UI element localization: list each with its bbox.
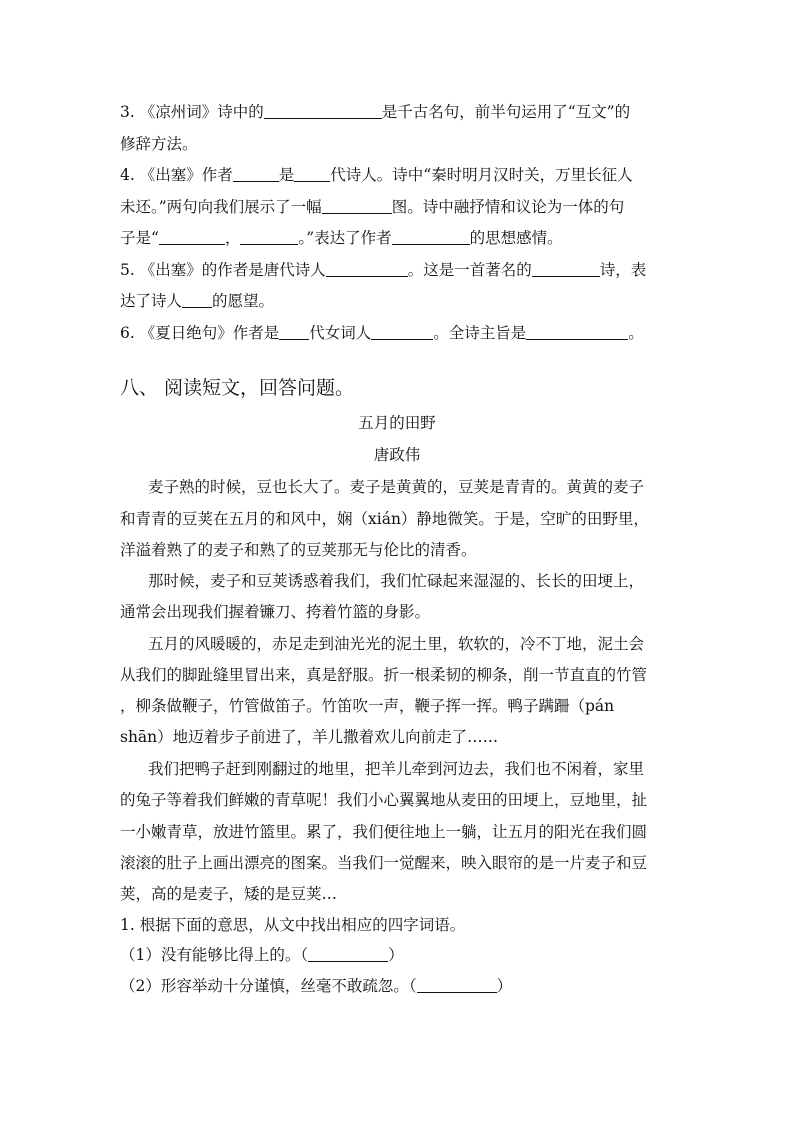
question-6-text: 。全诗主旨是 (433, 324, 527, 342)
question-3-text: 是千古名句，前半句运用了“互文”的 (381, 103, 631, 121)
answer-blank[interactable] (159, 229, 225, 245)
passage-line: 通常会出现我们握着镰刀、挎着竹篮的身影。 (120, 603, 431, 621)
answer-blank[interactable] (279, 324, 309, 340)
passage-line: 荚，高的是麦子，矮的是豆荚… (120, 885, 338, 903)
reading-question-1-2 (120, 976, 512, 996)
passage-line: 从我们的脚趾缝里冒出来，真是舒服。折一根柔韧的柳条，削一节直直的竹管 (120, 666, 648, 684)
section-heading: 八、 阅读短文，回答问题。 (120, 377, 355, 399)
answer-blank[interactable] (371, 324, 433, 340)
reading-question-text: （2）形容举动十分谨慎，丝毫不敢疏忽。（ (120, 977, 417, 995)
reading-question-1: 1. 根据下面的意思，从文中找出相应的四字词语。 (120, 916, 466, 934)
question-4-text: 是 (278, 166, 295, 184)
question-4-text: 未还。”两句向我们展示了一幅 (120, 198, 322, 216)
reading-question-text: ） (496, 977, 513, 995)
question-3-line-1 (120, 102, 630, 122)
passage-line: shān）地迈着步子前进了，羊儿撒着欢儿向前走了…… (120, 728, 499, 746)
question-6-text: 6. 《夏日绝句》作者是 (120, 324, 280, 342)
passage-line: ，柳条做鞭子，竹管做笛子。竹笛吹一声，鞭子挥一挥。鸭子蹒跚（pán (120, 697, 615, 715)
question-4-line-1 (120, 165, 633, 185)
question-5-line-1 (120, 260, 646, 280)
question-3-text: 3. 《凉州词》诗中的 (120, 103, 264, 121)
question-4-text: 子是“ (120, 229, 159, 247)
answer-blank[interactable] (233, 166, 279, 182)
question-5-text: 诗，表 (599, 261, 647, 279)
passage-line: 一小嫩青草，放进竹篮里。累了，我们便往地上一躺，让五月的阳光在我们圆 (120, 823, 648, 841)
passage-line: 滚滚的肚子上画出漂亮的图案。当我们一觉醒来，映入眼帘的是一片麦子和豆 (120, 854, 648, 872)
passage-line: 五月的风暖暖的，赤足走到油光光的泥土里，软软的，冷不丁地，泥土会 (148, 635, 645, 653)
answer-blank[interactable] (326, 261, 408, 277)
question-4-line-3 (120, 228, 563, 248)
passage-title: 五月的田野 (358, 414, 436, 432)
answer-blank[interactable] (322, 198, 392, 214)
question-5-text: 。这是一首著名的 (407, 261, 532, 279)
question-4-text: 图。诗中融抒情和议论为一体的句 (391, 198, 625, 216)
question-5-line-2 (120, 291, 274, 311)
passage-line: 洋溢着熟了的麦子和熟了的豆荚那无与伦比的清香。 (120, 541, 477, 559)
question-3-line-2 (120, 134, 198, 154)
question-5-text: 5. 《出塞》的作者是唐代诗人 (120, 261, 326, 279)
question-3-text: 修辞方法。 (120, 135, 198, 153)
passage-line: 我们把鸭子赶到刚翻过的地里，把羊儿牵到河边去，我们也不闲着，家里 (148, 760, 645, 778)
reading-question-text: ） (388, 946, 404, 964)
answer-blank[interactable] (308, 946, 388, 962)
reading-question-1-1 (120, 945, 404, 965)
question-4-line-2 (120, 197, 624, 217)
answer-blank[interactable] (392, 229, 470, 245)
question-4-text: 。”表达了作者 (298, 229, 392, 247)
question-4-text: 4. 《出塞》作者 (120, 166, 233, 184)
question-4-text: ， (224, 229, 241, 247)
passage-author: 唐政伟 (373, 446, 421, 464)
answer-blank[interactable] (240, 229, 298, 245)
reading-question-text: （1）没有能够比得上的。（ (120, 946, 309, 964)
answer-blank[interactable] (294, 166, 330, 182)
answer-blank[interactable] (417, 977, 497, 993)
answer-blank[interactable] (264, 103, 382, 119)
question-5-text: 的愿望。 (212, 292, 275, 310)
question-6-line-1 (120, 323, 644, 343)
passage-line: 那时候，麦子和豆荚诱惑着我们，我们忙碌起来湿湿的、长长的田埂上， (148, 572, 645, 590)
answer-blank[interactable] (526, 324, 628, 340)
question-6-text: 。 (628, 324, 644, 342)
passage-line: 和青青的豆荚在五月的和风中，娴（xián）静地微笑。于是，空旷的田野里， (120, 510, 649, 528)
passage-line: 麦子熟的时候，豆也长大了。麦子是黄黄的，豆荚是青青的。黄黄的麦子 (148, 478, 645, 496)
question-5-text: 达了诗人 (120, 292, 183, 310)
answer-blank[interactable] (182, 292, 212, 308)
answer-blank[interactable] (532, 261, 600, 277)
passage-line: 的兔子等着我们鲜嫩的青草呢！我们小心翼翼地从麦田的田埂上，豆地里，扯 (120, 791, 648, 809)
question-4-text: 的思想感情。 (469, 229, 563, 247)
question-6-text: 代女词人 (309, 324, 372, 342)
question-4-text: 代诗人。诗中“秦时明月汉时关，万里长征人 (330, 166, 633, 184)
